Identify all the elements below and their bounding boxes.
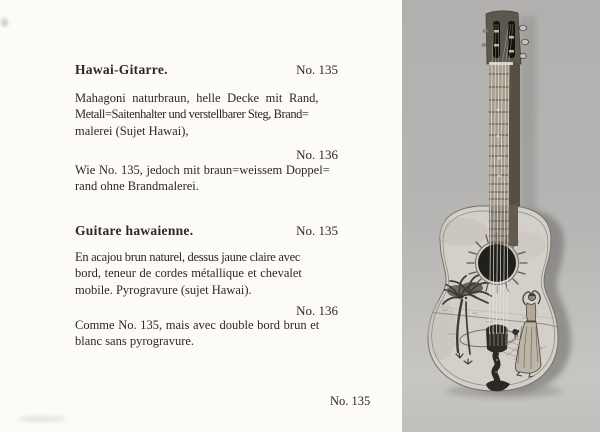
french-paragraph-1	[75, 249, 338, 298]
photo-caption: No. 135	[330, 394, 371, 408]
german-title: Hawai-Gitarre.	[75, 62, 168, 77]
german-item-number: No. 135	[296, 62, 338, 77]
text-line: bord, teneur de cordes métallique et chevalet	[75, 266, 302, 281]
text-line: Comme No. 135, mais avec double bord brun et	[75, 318, 320, 332]
nut	[489, 62, 513, 65]
text-line: rand ohne Brandmalerei.	[75, 179, 199, 194]
paper-smudge	[18, 416, 66, 422]
text-line: mobile. Pyrogravure (sujet Hawai).	[75, 282, 252, 297]
french-item-number-2: No. 136	[296, 303, 338, 318]
german-item-number-2: No. 136	[296, 147, 338, 162]
french-paragraph-2	[75, 317, 338, 350]
guitar-photo	[402, 0, 600, 432]
text-line: Wie No. 135, jedoch mit braun=weissem Doppel=	[75, 163, 330, 177]
guitar-photo-plate	[402, 0, 600, 432]
text-line: blanc sans pyrogravure.	[75, 334, 195, 349]
text-line: malerei (Sujet Hawai),	[75, 123, 189, 138]
french-heading-row	[75, 223, 338, 239]
french-item-number: No. 135	[296, 223, 338, 238]
text-line: En acajou brun naturel, dessus jaune claire avec	[75, 250, 301, 264]
paper-smudge	[1, 18, 8, 27]
text-line: Mahagoni naturbraun, helle Decke mit Rand,	[75, 91, 319, 105]
german-heading-row	[75, 62, 338, 78]
german-paragraph-1	[75, 90, 338, 139]
text-line: Metall=Saitenhalter und verstellbarer Steg, Brand=	[75, 107, 309, 122]
french-title: Guitare hawaienne.	[75, 223, 194, 238]
german-paragraph-2	[75, 162, 338, 195]
